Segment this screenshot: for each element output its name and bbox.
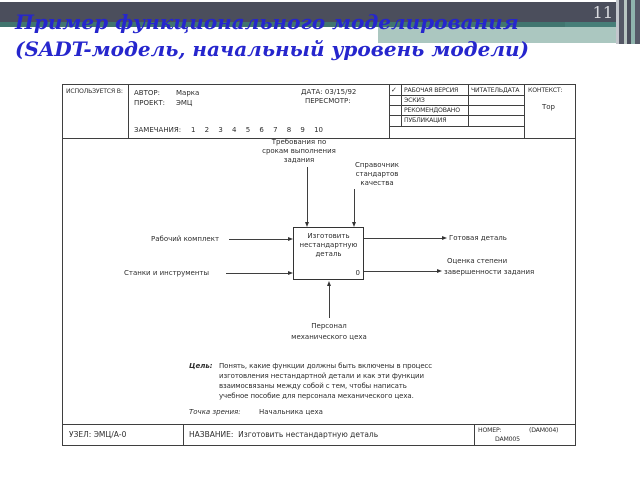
footer-divider <box>183 424 184 446</box>
goal-line4: учебное пособие для персонала механического цеха. <box>219 392 414 400</box>
slide-title-line1: Пример функционального моделирования <box>15 10 519 34</box>
control1-line3: задания <box>283 156 315 164</box>
date-label: ДАТА: <box>301 88 323 96</box>
number-value: DAM005 <box>495 436 520 443</box>
input2-label: Станки и инструменты <box>124 269 210 277</box>
used-in-label: ИСПОЛЬЗУЕТСЯ В: <box>66 88 123 95</box>
footer-top-line <box>63 424 575 425</box>
goal-line2: изготовления нестандартной детали и как эти функции <box>219 372 424 380</box>
viewpoint-value: Начальника цеха <box>259 408 323 416</box>
status-row-recommended: РЕКОМЕНДОВАНО <box>404 107 460 114</box>
header-divider <box>524 85 525 138</box>
input1-arrow <box>229 239 289 240</box>
activity-line1: Изготовить <box>307 232 350 240</box>
reader-date-label: ДАТА <box>503 87 520 94</box>
mechanism-arrowhead <box>327 281 331 286</box>
activity-line3: деталь <box>315 250 342 258</box>
goal-line1: Понять, какие функции должны быть включены в процесс <box>219 362 433 370</box>
control2-arrow <box>354 189 355 223</box>
control2-label <box>346 161 408 188</box>
viewpoint-label: Точка зрения: <box>189 408 241 416</box>
output2-label-line1: Оценка степени <box>447 257 508 265</box>
title-cell <box>189 430 378 439</box>
project-value: ЭМЦ <box>176 99 193 107</box>
control1-label <box>259 138 339 165</box>
author-label: АВТОР: <box>134 89 160 97</box>
goal-label: Цель: <box>189 362 213 370</box>
status-row-publication: ПУБЛИКАЦИЯ <box>404 117 447 124</box>
input1-label: Рабочий комплект <box>151 235 220 243</box>
revision-label: ПЕРЕСМОТР: <box>305 97 351 105</box>
status-row-working: РАБОЧАЯ ВЕРСИЯ <box>404 87 459 94</box>
activity-line2: нестандартную <box>299 241 358 249</box>
mechanism-arrow <box>329 286 330 318</box>
goal-line3: взаимосвязаны между собой с тем, чтобы написать <box>219 382 407 390</box>
control1-line1: Требования по <box>271 138 327 146</box>
activity-box-number: 0 <box>355 269 360 277</box>
control1-line2: срокам выполнения <box>262 147 336 155</box>
form-title-label: НАЗВАНИЕ: <box>189 430 234 439</box>
control2-line3: качества <box>360 179 394 187</box>
output2-arrow <box>364 271 437 272</box>
status-row-line <box>389 95 524 96</box>
author-value: Марка <box>176 89 200 97</box>
input1-arrowhead <box>288 237 293 241</box>
control2-line2: стандартов <box>355 170 399 178</box>
project-label: ПРОЕКТ: <box>134 99 166 107</box>
number-label: НОМЕР: <box>478 427 502 434</box>
date-label-and-value <box>301 88 356 96</box>
node-label: УЗЕЛ: <box>69 430 92 439</box>
footer-divider <box>474 424 475 446</box>
status-row-line <box>389 105 524 106</box>
status-row-draft: ЭСКИЗ <box>404 97 425 104</box>
output1-label: Готовая деталь <box>449 234 507 242</box>
slide-title <box>15 9 615 63</box>
header-divider <box>128 85 129 138</box>
page-number: 11 <box>592 3 613 22</box>
output1-arrow <box>364 238 442 239</box>
node-cell <box>69 430 126 439</box>
mechanism-line2: механического цеха <box>291 333 367 341</box>
control2-line1: Справочник <box>354 161 400 169</box>
mechanism-label <box>279 321 379 343</box>
checkmark-icon: ✓ <box>391 86 397 94</box>
output2-arrowhead <box>437 269 442 273</box>
reader-label: ЧИТАТЕЛЬ <box>471 87 503 94</box>
activity-box <box>293 227 364 280</box>
output2-label-line2: завершенности задания <box>444 268 535 276</box>
header-divider <box>389 85 390 138</box>
output1-arrowhead <box>442 236 447 240</box>
edge-stripe <box>635 0 640 44</box>
form-title-value: Изготовить нестандартную деталь <box>238 430 379 439</box>
status-row-line <box>389 115 524 116</box>
input2-arrowhead <box>288 271 293 275</box>
status-row-line <box>389 126 524 127</box>
mechanism-line1: Персонал <box>311 322 347 330</box>
sadt-form <box>62 84 576 446</box>
number-paren-value: (DAM004) <box>529 427 559 434</box>
control1-arrow <box>307 167 308 223</box>
notes-values: 1 2 3 4 5 6 7 8 9 10 <box>191 126 324 134</box>
date-value: 03/15/92 <box>324 88 357 96</box>
input2-arrow <box>226 273 289 274</box>
slide-title-line2: (SADT-модель, начальный уровень модели) <box>15 37 529 61</box>
notes-label: ЗАМЕЧАНИЯ: <box>134 126 182 134</box>
context-value: Тор <box>542 103 556 111</box>
context-label: КОНТЕКСТ: <box>528 87 563 94</box>
node-value: ЭМЦ/А-0 <box>93 430 127 439</box>
